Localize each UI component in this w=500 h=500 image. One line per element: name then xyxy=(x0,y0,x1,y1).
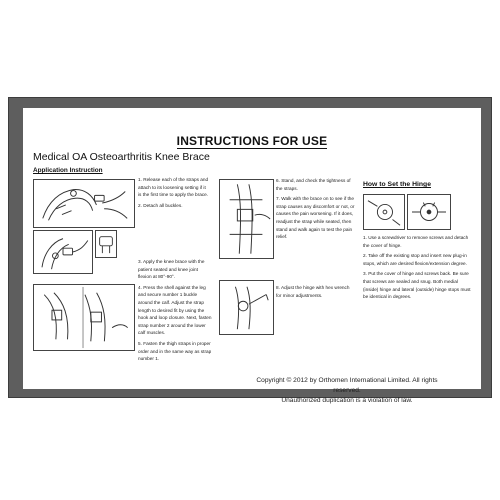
step-8-block xyxy=(276,284,356,299)
illustration-stand-walk xyxy=(219,179,274,259)
illustration-hinge-stops xyxy=(407,194,451,230)
steps-6-7 xyxy=(276,177,356,241)
illustration-hinge-screwdriver xyxy=(363,194,405,230)
hinge-step-1: 1. Use a screwdriver to remove screws and detach the cover of hinge. xyxy=(363,235,469,248)
copyright-notice xyxy=(249,376,445,406)
steps-1-2 xyxy=(138,176,210,209)
copyright-line-2: Unauthorized duplication is a violation of law. xyxy=(281,396,413,404)
hinge-heading: How to Set the Hinge xyxy=(363,181,431,188)
step-4: 4. Press the shell against the leg and secure number 1 buckle around the calf. Adjust the strap length to desired fit by using the hook and loop closure. Next, fasten strap number 2 around the lower calf muscles. xyxy=(138,284,212,336)
illustration-hex-wrench xyxy=(219,280,274,335)
application-heading: Application Instruction xyxy=(33,167,103,174)
steps-3-5 xyxy=(138,258,212,363)
step-5: 5. Fasten the thigh straps in proper order and in the same way as strap number 1. xyxy=(138,341,212,362)
illustration-apply-brace xyxy=(33,284,135,351)
product-name: Medical OA Osteoarthritis Knee Brace xyxy=(33,151,210,163)
copyright-line-1: Copyright © 2012 by Orthomen International Limited. All rights reserved. xyxy=(256,377,438,394)
instruction-card xyxy=(8,97,492,404)
illustration-release-straps xyxy=(33,179,135,228)
hinge-step-3: 3. Put the cover of hinge and screws back. Be sure that screws are sealed and snug. Both medial (inside) hinge and lateral (outside) hinge stops must be identical in degrees. xyxy=(363,271,471,300)
hinge-step-2: 2. Take off the existing stop and insert new plug-in stops, which are desired flexion/extension degree. xyxy=(363,253,467,266)
hinge-steps xyxy=(363,234,473,301)
step-7: 7. Walk with the brace on to see if the strap causes any discomfort or not, or causes the pain worsening. If it does, readjust the strap while seated, then stand and walk again to test the pain relief. xyxy=(276,196,355,240)
step-8: 8. Adjust the hinge with hex wrench for minor adjustments. xyxy=(276,285,350,298)
step-3: 3. Apply the knee brace with the patient seated and knee joint flexion at 80°-90°. xyxy=(138,259,205,280)
step-1: 1. Release each of the straps and attach to its loosening setting if it is the first time to apply the brace. xyxy=(138,177,209,198)
instruction-sheet xyxy=(23,108,481,404)
illustration-detach-buckles xyxy=(33,230,93,274)
illustration-buckle-detail xyxy=(95,230,117,258)
step-6: 6. Stand, and check the tightness of the straps. xyxy=(276,178,351,191)
step-2: 2. Detach all buckles. xyxy=(138,202,183,208)
page-title: INSTRUCTIONS FOR USE xyxy=(176,134,328,148)
